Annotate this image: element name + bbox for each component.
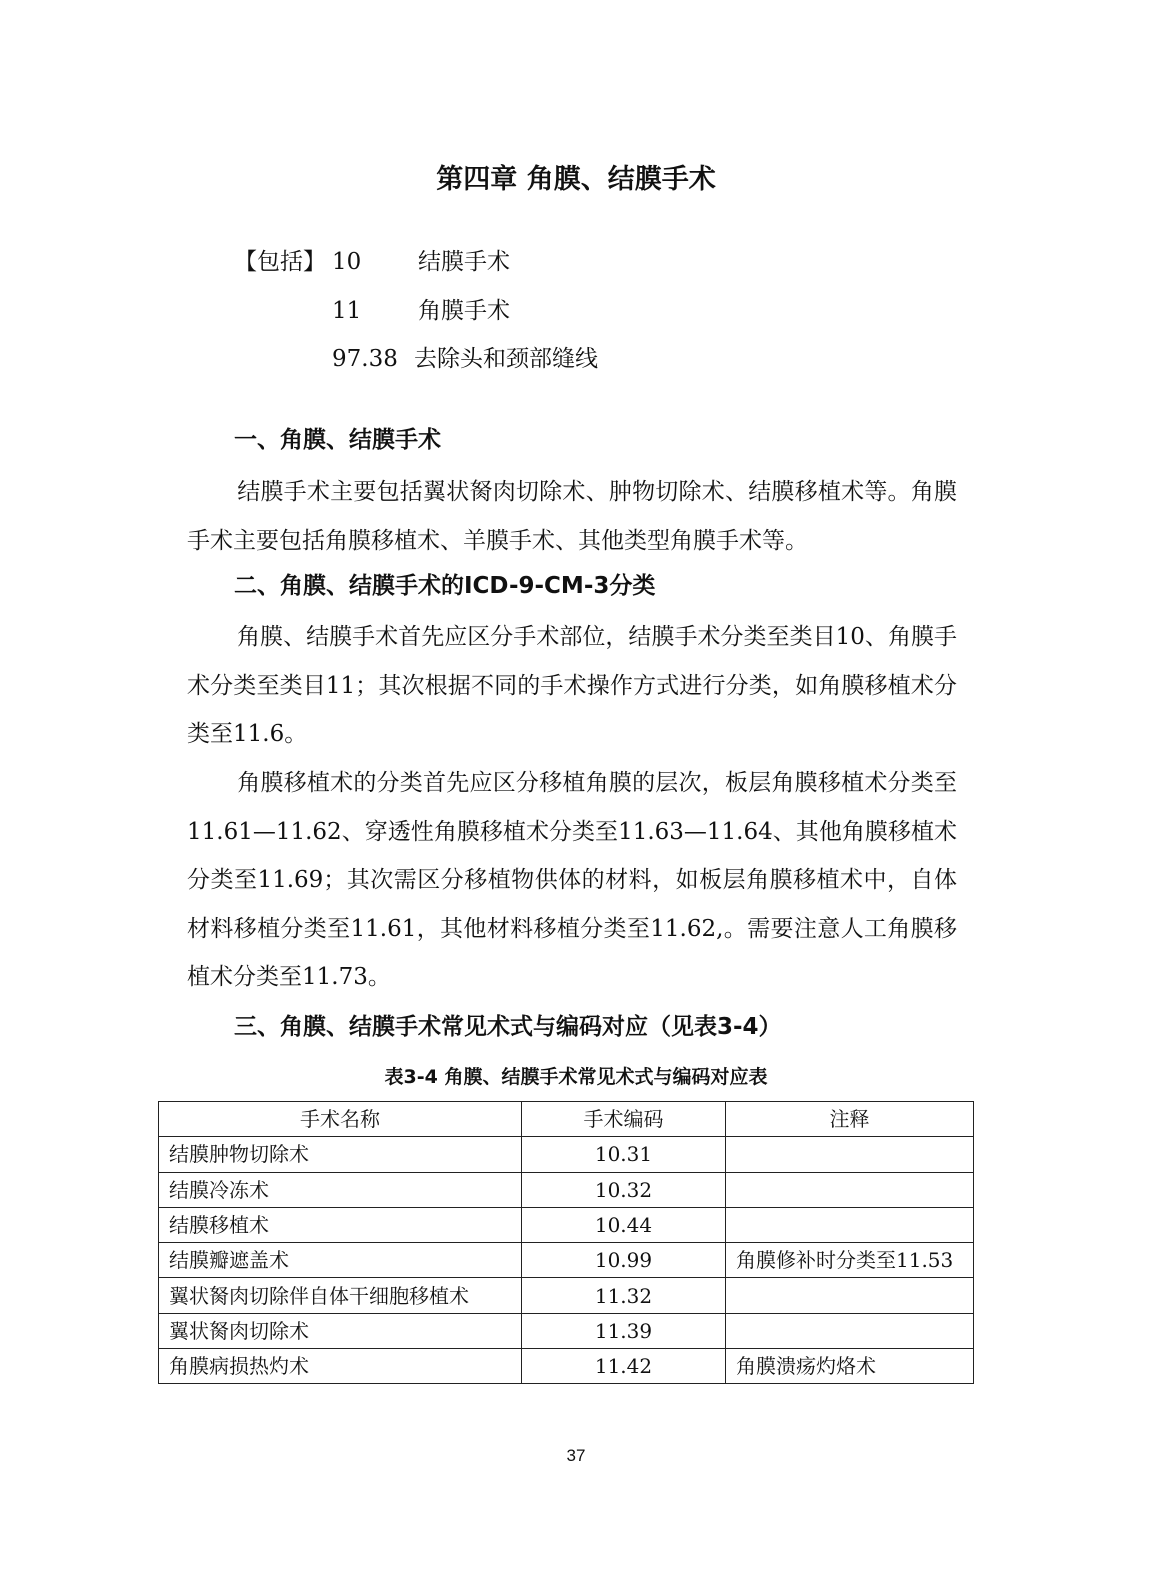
- surgery-name-cell: 结膜肿物切除术: [159, 1137, 522, 1172]
- note-cell: [726, 1313, 974, 1348]
- table-header-row: [159, 1102, 974, 1137]
- paragraph: [187, 613, 957, 759]
- table-row: [159, 1349, 974, 1384]
- column-header: 手术名称: [159, 1102, 522, 1137]
- surgery-code-cell: 10.99: [522, 1243, 726, 1278]
- table-row: [159, 1137, 974, 1172]
- include-code: 10: [332, 249, 362, 275]
- note-cell: [726, 1172, 974, 1207]
- section-heading: 三、角膜、结膜手术常见术式与编码对应（见表3-4）: [234, 1014, 782, 1040]
- surgery-name-cell: 翼状胬肉切除伴自体干细胞移植术: [159, 1278, 522, 1313]
- note-cell: 角膜修补时分类至11.53: [726, 1243, 974, 1278]
- column-header: 手术编码: [522, 1102, 726, 1137]
- include-name: 去除头和颈部缝线: [414, 346, 598, 372]
- surgery-code-cell: 11.42: [522, 1349, 726, 1384]
- surgery-code-cell: 10.31: [522, 1137, 726, 1172]
- surgery-code-cell: 10.32: [522, 1172, 726, 1207]
- surgery-name-cell: 结膜冷冻术: [159, 1172, 522, 1207]
- paragraph: [187, 468, 957, 565]
- includes-label: 【包括】: [234, 249, 326, 275]
- chapter-title: 第四章 角膜、结膜手术: [436, 164, 716, 195]
- paragraph-text: 结膜手术主要包括翼状胬肉切除术、肿物切除术、结膜移植术等。角膜手术主要包括角膜移植术、羊膜手术、其他类型角膜手术等。: [187, 479, 957, 554]
- note-cell: 角膜溃疡灼烙术: [726, 1349, 974, 1384]
- code-table: [158, 1101, 974, 1384]
- section-heading: 一、角膜、结膜手术: [234, 427, 441, 453]
- table-row: [159, 1243, 974, 1278]
- table-row: [159, 1313, 974, 1348]
- column-header: 注释: [726, 1102, 974, 1137]
- table-row: [159, 1278, 974, 1313]
- note-cell: [726, 1207, 974, 1242]
- table-row: [159, 1207, 974, 1242]
- table-caption: 表3-4 角膜、结膜手术常见术式与编码对应表: [384, 1066, 768, 1088]
- note-cell: [726, 1137, 974, 1172]
- note-cell: [726, 1278, 974, 1313]
- surgery-name-cell: 角膜病损热灼术: [159, 1349, 522, 1384]
- paragraph-text: 角膜、结膜手术首先应区分手术部位，结膜手术分类至类目10、角膜手术分类至类目11；其次根据不同的手术操作方式进行分类，如角膜移植术分类至11.6。: [187, 624, 957, 747]
- paragraph-text: 角膜移植术的分类首先应区分移植角膜的层次，板层角膜移植术分类至11.61—11.62、穿透性角膜移植术分类至11.63—11.64、其他角膜移植术分类至11.69；其次需区分移植物供体的材料，如板层角膜移植术中，自体材料移植分类至11.61，其他材料移植分类至11.62,。需要注意人工角膜移植术分类至11.73。: [187, 770, 957, 990]
- surgery-code-cell: 11.32: [522, 1278, 726, 1313]
- include-name: 角膜手术: [418, 298, 510, 324]
- surgery-name-cell: 结膜移植术: [159, 1207, 522, 1242]
- surgery-name-cell: 翼状胬肉切除术: [159, 1313, 522, 1348]
- surgery-code-cell: 10.44: [522, 1207, 726, 1242]
- include-code: 11: [332, 298, 362, 324]
- section-heading: 二、角膜、结膜手术的ICD-9-CM-3分类: [234, 573, 656, 599]
- page-number: 37: [566, 1446, 586, 1465]
- surgery-name-cell: 结膜瓣遮盖术: [159, 1243, 522, 1278]
- surgery-code-cell: 11.39: [522, 1313, 726, 1348]
- include-name: 结膜手术: [418, 249, 510, 275]
- table-row: [159, 1172, 974, 1207]
- paragraph: [187, 759, 957, 1002]
- include-code: 97.38: [332, 346, 398, 372]
